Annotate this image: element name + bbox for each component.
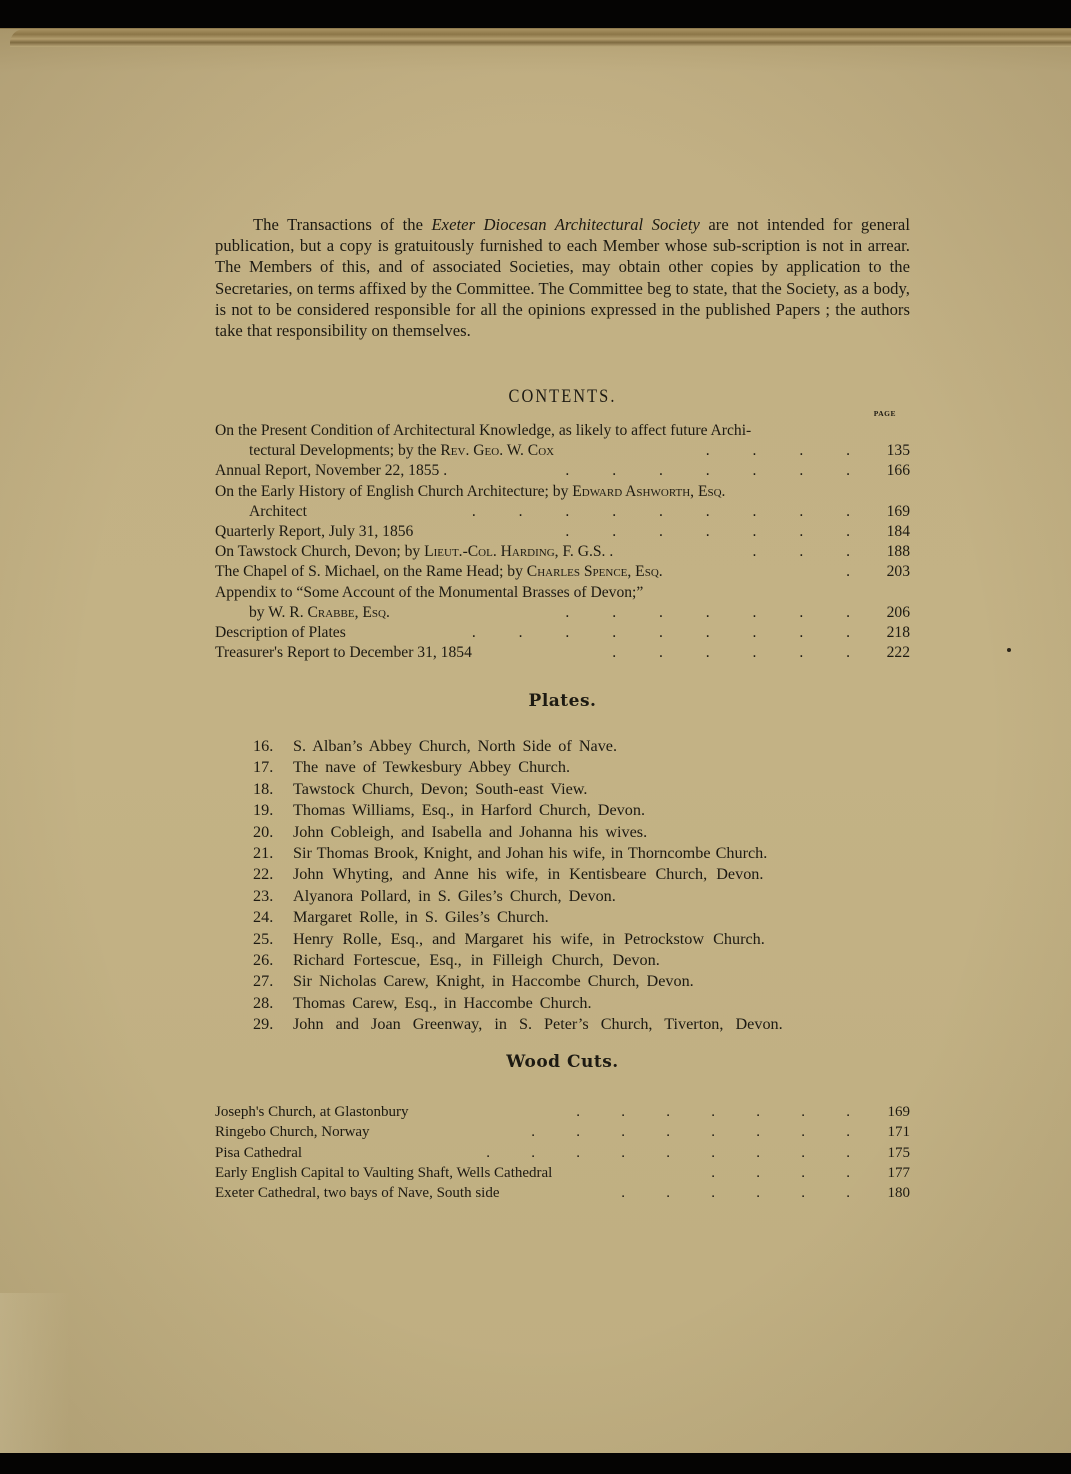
woodcut-item — [215, 1143, 910, 1163]
entry-title: On Tawstock Church, Devon; by Lieut.-Col. Harding, F. G.S. . — [215, 543, 614, 561]
contents-entry-line — [215, 482, 910, 502]
woodcuts-heading: Wood Cuts. — [506, 1052, 619, 1072]
plate-item — [253, 800, 913, 821]
plate-number: 20. — [253, 822, 274, 841]
page-fold-shadow — [0, 1293, 70, 1453]
contents-entry-line — [215, 421, 910, 441]
plate-number: 17. — [253, 758, 274, 777]
plate-title: Sir Thomas Brook, Knight, and Johan his wife, in Thorncombe Church. — [293, 843, 768, 862]
entry-title-cont: Architect — [249, 502, 308, 520]
leader-dots: . . . — [752, 543, 850, 561]
entry-title: The Chapel of S. Michael, on the Rame Head; by Charles Spence, Esq. — [215, 563, 663, 581]
plate-title: Richard Fortescue, Esq., in Filleigh Church, Devon. — [293, 950, 660, 969]
contents-entry-line — [215, 562, 910, 582]
entry-title: On the Early History of English Church Architecture; by Edward Ashworth, Esq. — [215, 482, 726, 500]
leader-dots: . . . . . . . — [565, 603, 850, 621]
leader-dots: . . . . . . — [612, 644, 850, 662]
plate-item — [253, 843, 913, 864]
woodcut-item — [215, 1183, 910, 1203]
plate-item — [253, 864, 913, 885]
plate-number: 28. — [253, 993, 274, 1012]
plate-item — [253, 736, 913, 757]
contents-entry-line — [215, 522, 910, 542]
contents-heading: CONTENTS. — [508, 386, 617, 407]
plate-number: 25. — [253, 929, 274, 948]
plate-number: 27. — [253, 972, 274, 991]
plate-item — [253, 757, 913, 778]
entry-page: 222 — [886, 644, 910, 662]
plate-title: John and Joan Greenway, in S. Peter’s Church, Tiverton, Devon. — [293, 1015, 783, 1034]
contents-entry-line — [215, 441, 910, 461]
entry-title: On the Present Condition of Architectural Knowledge, as likely to affect future Archi- — [215, 422, 752, 439]
plate-item — [253, 907, 913, 928]
entry-author: Edward Ashworth, Esq. — [572, 482, 726, 500]
contents-entry-line — [215, 461, 910, 481]
woodcuts-list — [215, 1102, 910, 1203]
woodcut-page: 169 — [887, 1104, 910, 1120]
woodcut-title: Exeter Cathedral, two bays of Nave, South side — [215, 1185, 500, 1202]
plate-item — [253, 822, 913, 843]
plate-item — [253, 950, 913, 971]
entry-title-cont: tectural Developments; by the Rev. Geo. W. Cox — [249, 442, 555, 460]
contents-entry-line — [215, 643, 910, 663]
plate-item — [253, 779, 913, 800]
leader-dots: . . . . . . . — [565, 522, 850, 540]
plate-title: John Whyting, and Anne his wife, in Kentisbeare Church, Devon. — [293, 865, 764, 884]
leader-dots: . . . . . . . . — [531, 1124, 850, 1141]
plate-title: Thomas Williams, Esq., in Harford Church, Devon. — [293, 801, 645, 820]
entry-author: Charles Spence, Esq. — [526, 563, 663, 581]
plate-number: 21. — [253, 843, 274, 862]
plate-title: Sir Nicholas Carew, Knight, in Haccombe Church, Devon. — [293, 972, 694, 991]
leader-dots: . . . . — [711, 1164, 850, 1181]
plate-number: 23. — [253, 886, 274, 905]
entry-title: Description of Plates — [215, 623, 346, 641]
plate-number: 16. — [253, 737, 274, 755]
entry-author: Lieut.-Col. Harding, — [424, 543, 559, 561]
leader-dots: . . . . — [705, 442, 850, 460]
entry-title: Annual Report, November 22, 1855 . — [215, 462, 448, 480]
contents-list — [215, 421, 910, 663]
woodcut-title: Early English Capital to Vaulting Shaft, Wells Cathedral — [215, 1164, 553, 1181]
entry-title: Treasurer's Report to December 31, 1854 — [215, 644, 472, 662]
plate-title: Thomas Carew, Esq., in Haccombe Church. — [293, 993, 592, 1012]
society-name: Exeter Diocesan Architectural Society — [431, 215, 700, 234]
entry-page: 206 — [886, 603, 910, 621]
plate-title: Margaret Rolle, in S. Giles’s Church. — [293, 908, 549, 927]
plate-title: The nave of Tewkesbury Abbey Church. — [293, 758, 570, 777]
plate-item — [253, 993, 913, 1014]
woodcut-title: Ringebo Church, Norway — [215, 1124, 370, 1141]
woodcut-item — [215, 1102, 910, 1122]
plates-heading: Plates. — [528, 691, 597, 711]
entry-title: Appendix to “Some Account of the Monumental Brasses of Devon;” — [215, 583, 644, 601]
contents-entry-line — [215, 603, 910, 623]
plate-number: 18. — [253, 779, 274, 798]
plate-title: Tawstock Church, Devon; South-east View. — [293, 779, 588, 798]
plates-list — [253, 736, 913, 1035]
entry-page: 203 — [886, 563, 910, 581]
paper-speck — [1007, 648, 1011, 652]
entry-page: 135 — [886, 442, 910, 460]
plate-number: 26. — [253, 950, 274, 969]
leader-dots: . . . . . . . . . — [486, 1144, 850, 1161]
woodcut-page: 171 — [887, 1124, 910, 1141]
plate-title: John Cobleigh, and Isabella and Johanna his wives. — [293, 822, 648, 841]
woodcut-item — [215, 1163, 910, 1183]
woodcut-title: Joseph's Church, at Glastonbury — [215, 1104, 409, 1120]
plate-item — [253, 971, 913, 992]
document-page — [0, 28, 1071, 1453]
woodcut-page: 175 — [887, 1144, 910, 1161]
leader-dots: . . . . . . — [621, 1185, 850, 1202]
leader-dots: . — [846, 563, 850, 581]
entry-page: 169 — [886, 502, 910, 520]
plate-title: Alyanora Pollard, in S. Giles’s Church, Devon. — [293, 886, 616, 905]
plate-title: S. Alban’s Abbey Church, North Side of Nave. — [293, 737, 618, 755]
leader-dots: . . . . . . . . . — [471, 502, 850, 520]
entry-page: 166 — [886, 462, 910, 480]
leader-dots: . . . . . . . — [565, 462, 850, 480]
intro-text-start: The Transactions of the — [253, 215, 432, 234]
woodcut-page: 177 — [887, 1164, 910, 1181]
intro-paragraph — [215, 214, 910, 341]
entry-page: 188 — [886, 543, 910, 561]
woodcut-page: 180 — [887, 1185, 910, 1202]
plate-number: 24. — [253, 908, 274, 927]
contents-entry-line — [215, 502, 910, 522]
contents-entry-line — [215, 542, 910, 562]
plate-item — [253, 886, 913, 907]
contents-entry-line — [215, 623, 910, 643]
woodcut-item — [215, 1122, 910, 1142]
plate-number: 29. — [253, 1015, 274, 1034]
page-column-label: PAGE — [873, 409, 896, 418]
contents-entry-line — [215, 583, 910, 603]
entry-page: 218 — [886, 623, 910, 641]
entry-author: Crabbe, Esq. — [307, 603, 390, 621]
plate-number: 19. — [253, 801, 274, 820]
plate-number: 22. — [253, 865, 274, 884]
intro-text-rest: are not intended for general publication, but a copy is gratuitously furnished to each Member whose sub-scription is not in arrear. The Members of this, and of associated Societies, may obtain other copies by application to the Secretaries, on terms affixed by the Committee. The Committee beg to state, that the Society, as a body, is not to be considered responsible for all the opinions expressed in the published Papers ; the authors take that responsibility on themselves. — [215, 215, 910, 341]
entry-page: 184 — [886, 522, 910, 540]
entry-author: Rev. Geo. W. Cox — [440, 442, 555, 460]
leader-dots: . . . . . . . — [576, 1104, 850, 1120]
plate-item — [253, 929, 913, 950]
page-top-edge — [10, 29, 1071, 47]
woodcut-title: Pisa Cathedral — [215, 1144, 303, 1161]
plate-item — [253, 1014, 913, 1035]
entry-title-cont: by W. R. Crabbe, Esq. — [249, 603, 390, 621]
leader-dots: . . . . . . . . . — [471, 623, 850, 641]
plate-title: Henry Rolle, Esq., and Margaret his wife, in Petrockstow Church. — [293, 929, 765, 948]
entry-title: Quarterly Report, July 31, 1856 — [215, 522, 414, 540]
